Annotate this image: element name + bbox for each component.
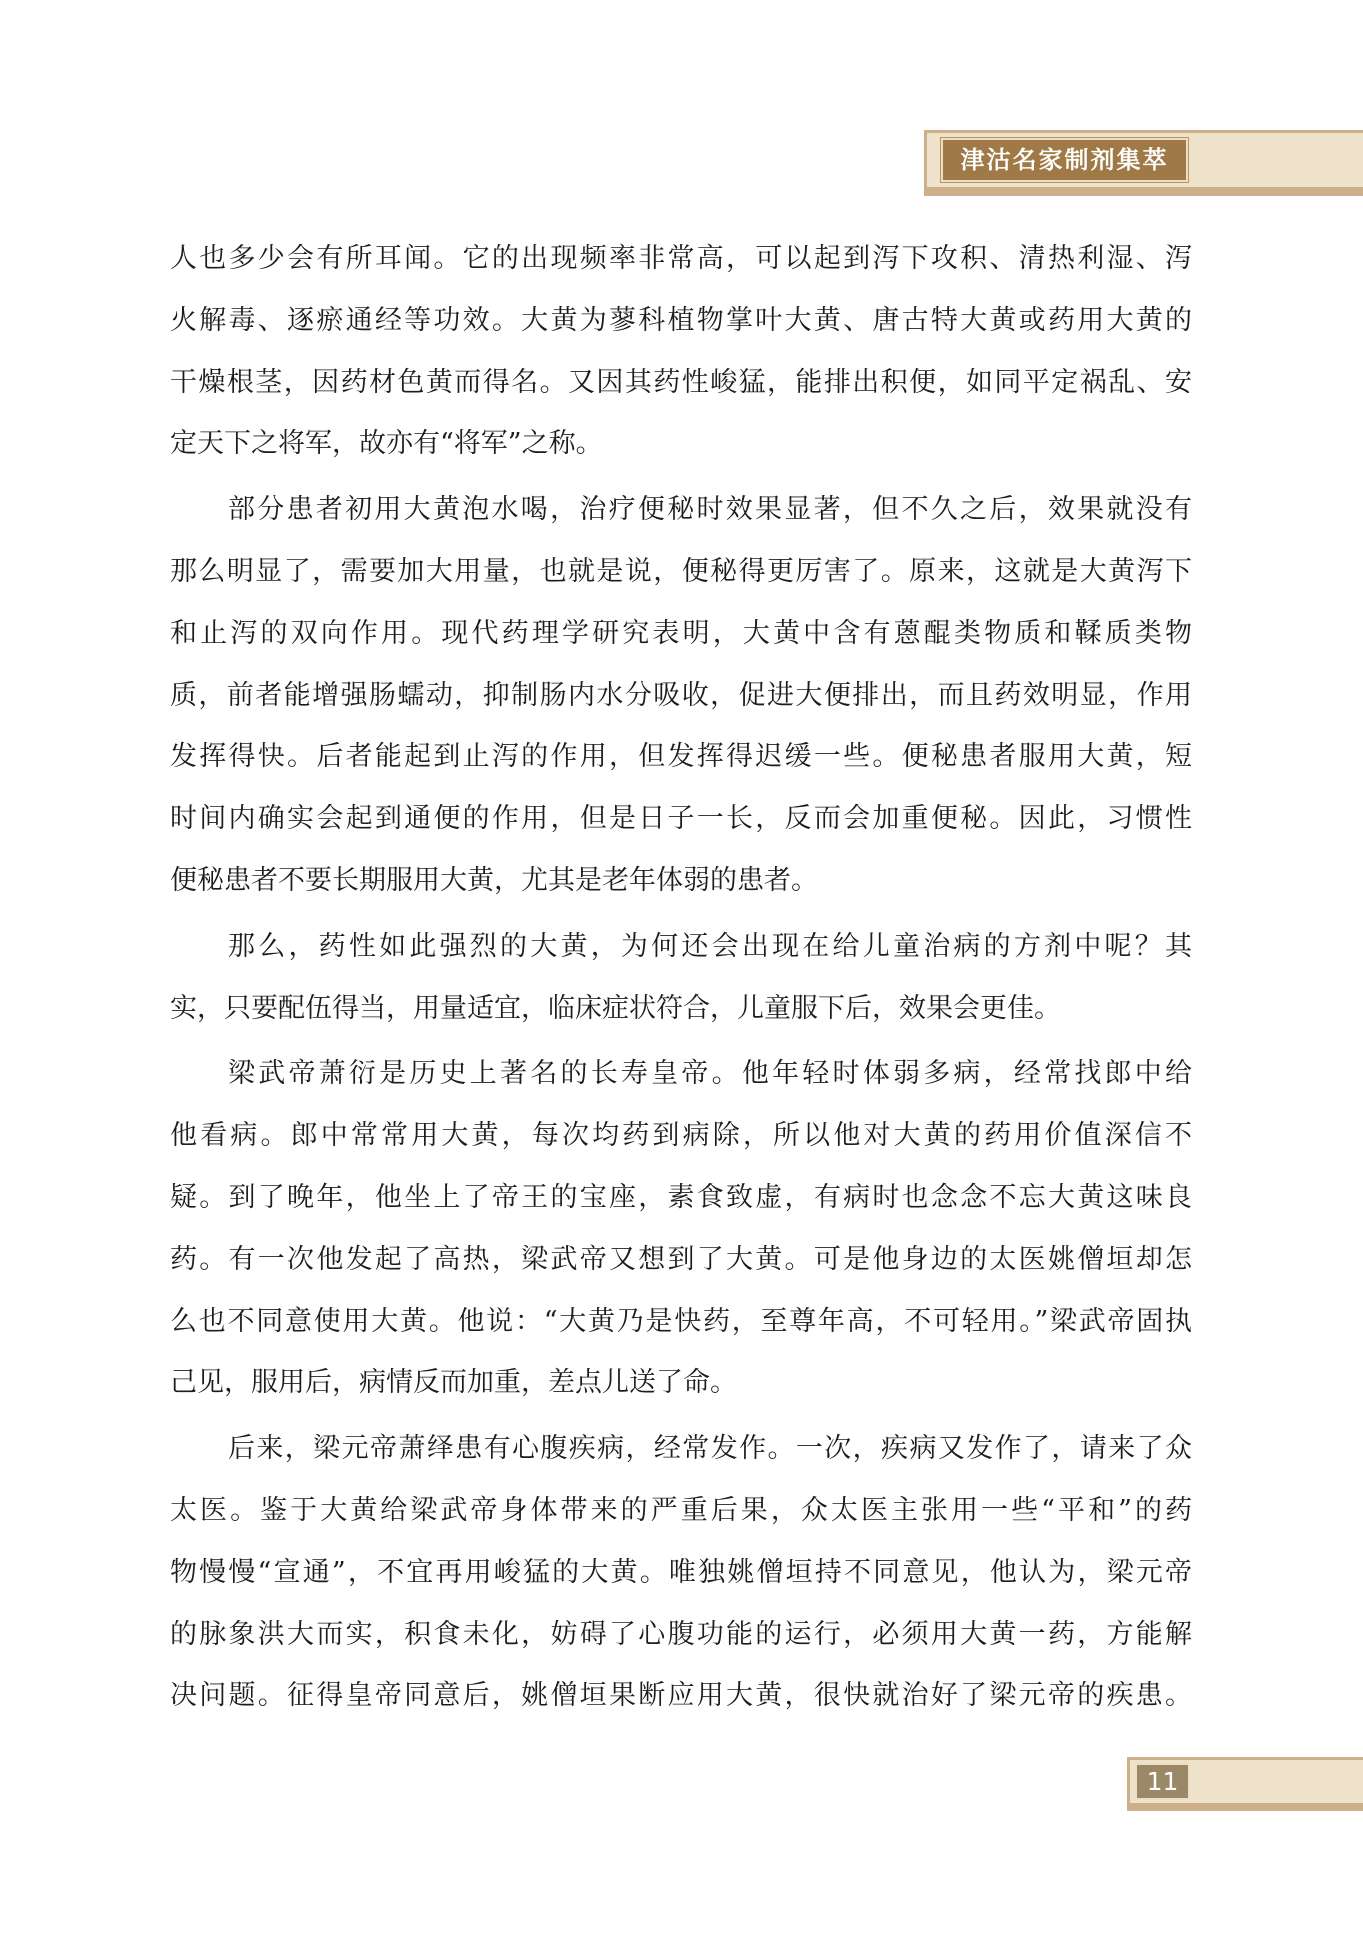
- text-line: 和止泻的双向作用。现代药理学研究表明，大黄中含有蒽醌类物质和鞣质类物: [170, 617, 1192, 649]
- text-line: 药。有一次他发起了高热，梁武帝又想到了大黄。可是他身边的太医姚僧垣却怎: [170, 1243, 1192, 1275]
- text-line: 便秘患者不要长期服用大黄，尤其是老年体弱的患者。: [170, 864, 818, 896]
- text-line: 人也多少会有所耳闻。它的出现频率非常高，可以起到泻下攻积、清热利湿、泻: [170, 243, 1192, 274]
- text-line: 部分患者初用大黄泡水喝，治疗便秘时效果显著，但不久之后，效果就没有: [228, 494, 1192, 526]
- text-line: 决问题。征得皇帝同意后，姚僧垣果断应用大黄，很快就治好了梁元帝的疾患。: [170, 1680, 1192, 1712]
- running-header: [924, 130, 1363, 196]
- text-line: 实，只要配伍得当，用量适宜，临床症状符合，儿童服下后，效果会更佳。: [170, 992, 1061, 1024]
- page-number: 11: [1135, 1763, 1190, 1800]
- paragraph: [170, 1043, 1192, 1414]
- text-line: 那么，药性如此强烈的大黄，为何还会出现在给儿童治病的方剂中呢？其: [228, 930, 1192, 962]
- text-line: 干燥根茎，因药材色黄而得名。又因其药性峻猛，能排出积便，如同平定祸乱、安: [170, 366, 1192, 398]
- page-number-tab: [1127, 1757, 1363, 1811]
- text-line: 定天下之将军，故亦有“将军”之称。: [170, 428, 603, 460]
- text-line: 么也不同意使用大黄。他说：“大黄乃是快药，至尊年高，不可轻用。”梁武帝固执: [170, 1305, 1192, 1337]
- paragraph: [170, 479, 1192, 912]
- paragraph: [170, 228, 1192, 475]
- text-line: 物慢慢“宣通”，不宜再用峻猛的大黄。唯独姚僧垣持不同意见，他认为，梁元帝: [170, 1556, 1192, 1588]
- text-line: 梁武帝萧衍是历史上著名的长寿皇帝。他年轻时体弱多病，经常找郎中给: [228, 1058, 1192, 1090]
- book-title: 津沽名家制剂集萃: [941, 138, 1188, 182]
- text-line: 时间内确实会起到通便的作用，但是日子一长，反而会加重便秘。因此，习惯性: [170, 803, 1192, 835]
- text-line: 疑。到了晚年，他坐上了帝王的宝座，素食致虚，有病时也念念不忘大黄这味良: [170, 1181, 1192, 1213]
- text-line: 火解毒、逐瘀通经等功效。大黄为蓼科植物掌叶大黄、唐古特大黄或药用大黄的: [170, 304, 1192, 336]
- text-line: 后来，梁元帝萧绎患有心腹疾病，经常发作。一次，疾病又发作了，请来了众: [228, 1433, 1192, 1465]
- text-line: 质，前者能增强肠蠕动，抑制肠内水分吸收，促进大便排出，而且药效明显，作用: [170, 679, 1192, 711]
- text-line: 的脉象洪大而实，积食未化，妨碍了心腹功能的运行，必须用大黄一药，方能解: [170, 1618, 1192, 1650]
- text-line: 己见，服用后，病情反而加重，差点儿送了命。: [170, 1367, 737, 1399]
- text-line: 发挥得快。后者能起到止泻的作用，但发挥得迟缓一些。便秘患者服用大黄，短: [170, 741, 1192, 773]
- paragraph: [170, 1418, 1192, 1727]
- text-line: 他看病。郎中常常用大黄，每次均药到病除，所以他对大黄的药用价值深信不: [170, 1120, 1192, 1152]
- text-line: 那么明显了，需要加大用量，也就是说，便秘得更厉害了。原来，这就是大黄泻下: [170, 555, 1192, 587]
- paragraph: [170, 916, 1192, 1040]
- body-text: [170, 228, 1192, 1727]
- text-line: 太医。鉴于大黄给梁武帝身体带来的严重后果，众太医主张用一些“平和”的药: [170, 1494, 1192, 1526]
